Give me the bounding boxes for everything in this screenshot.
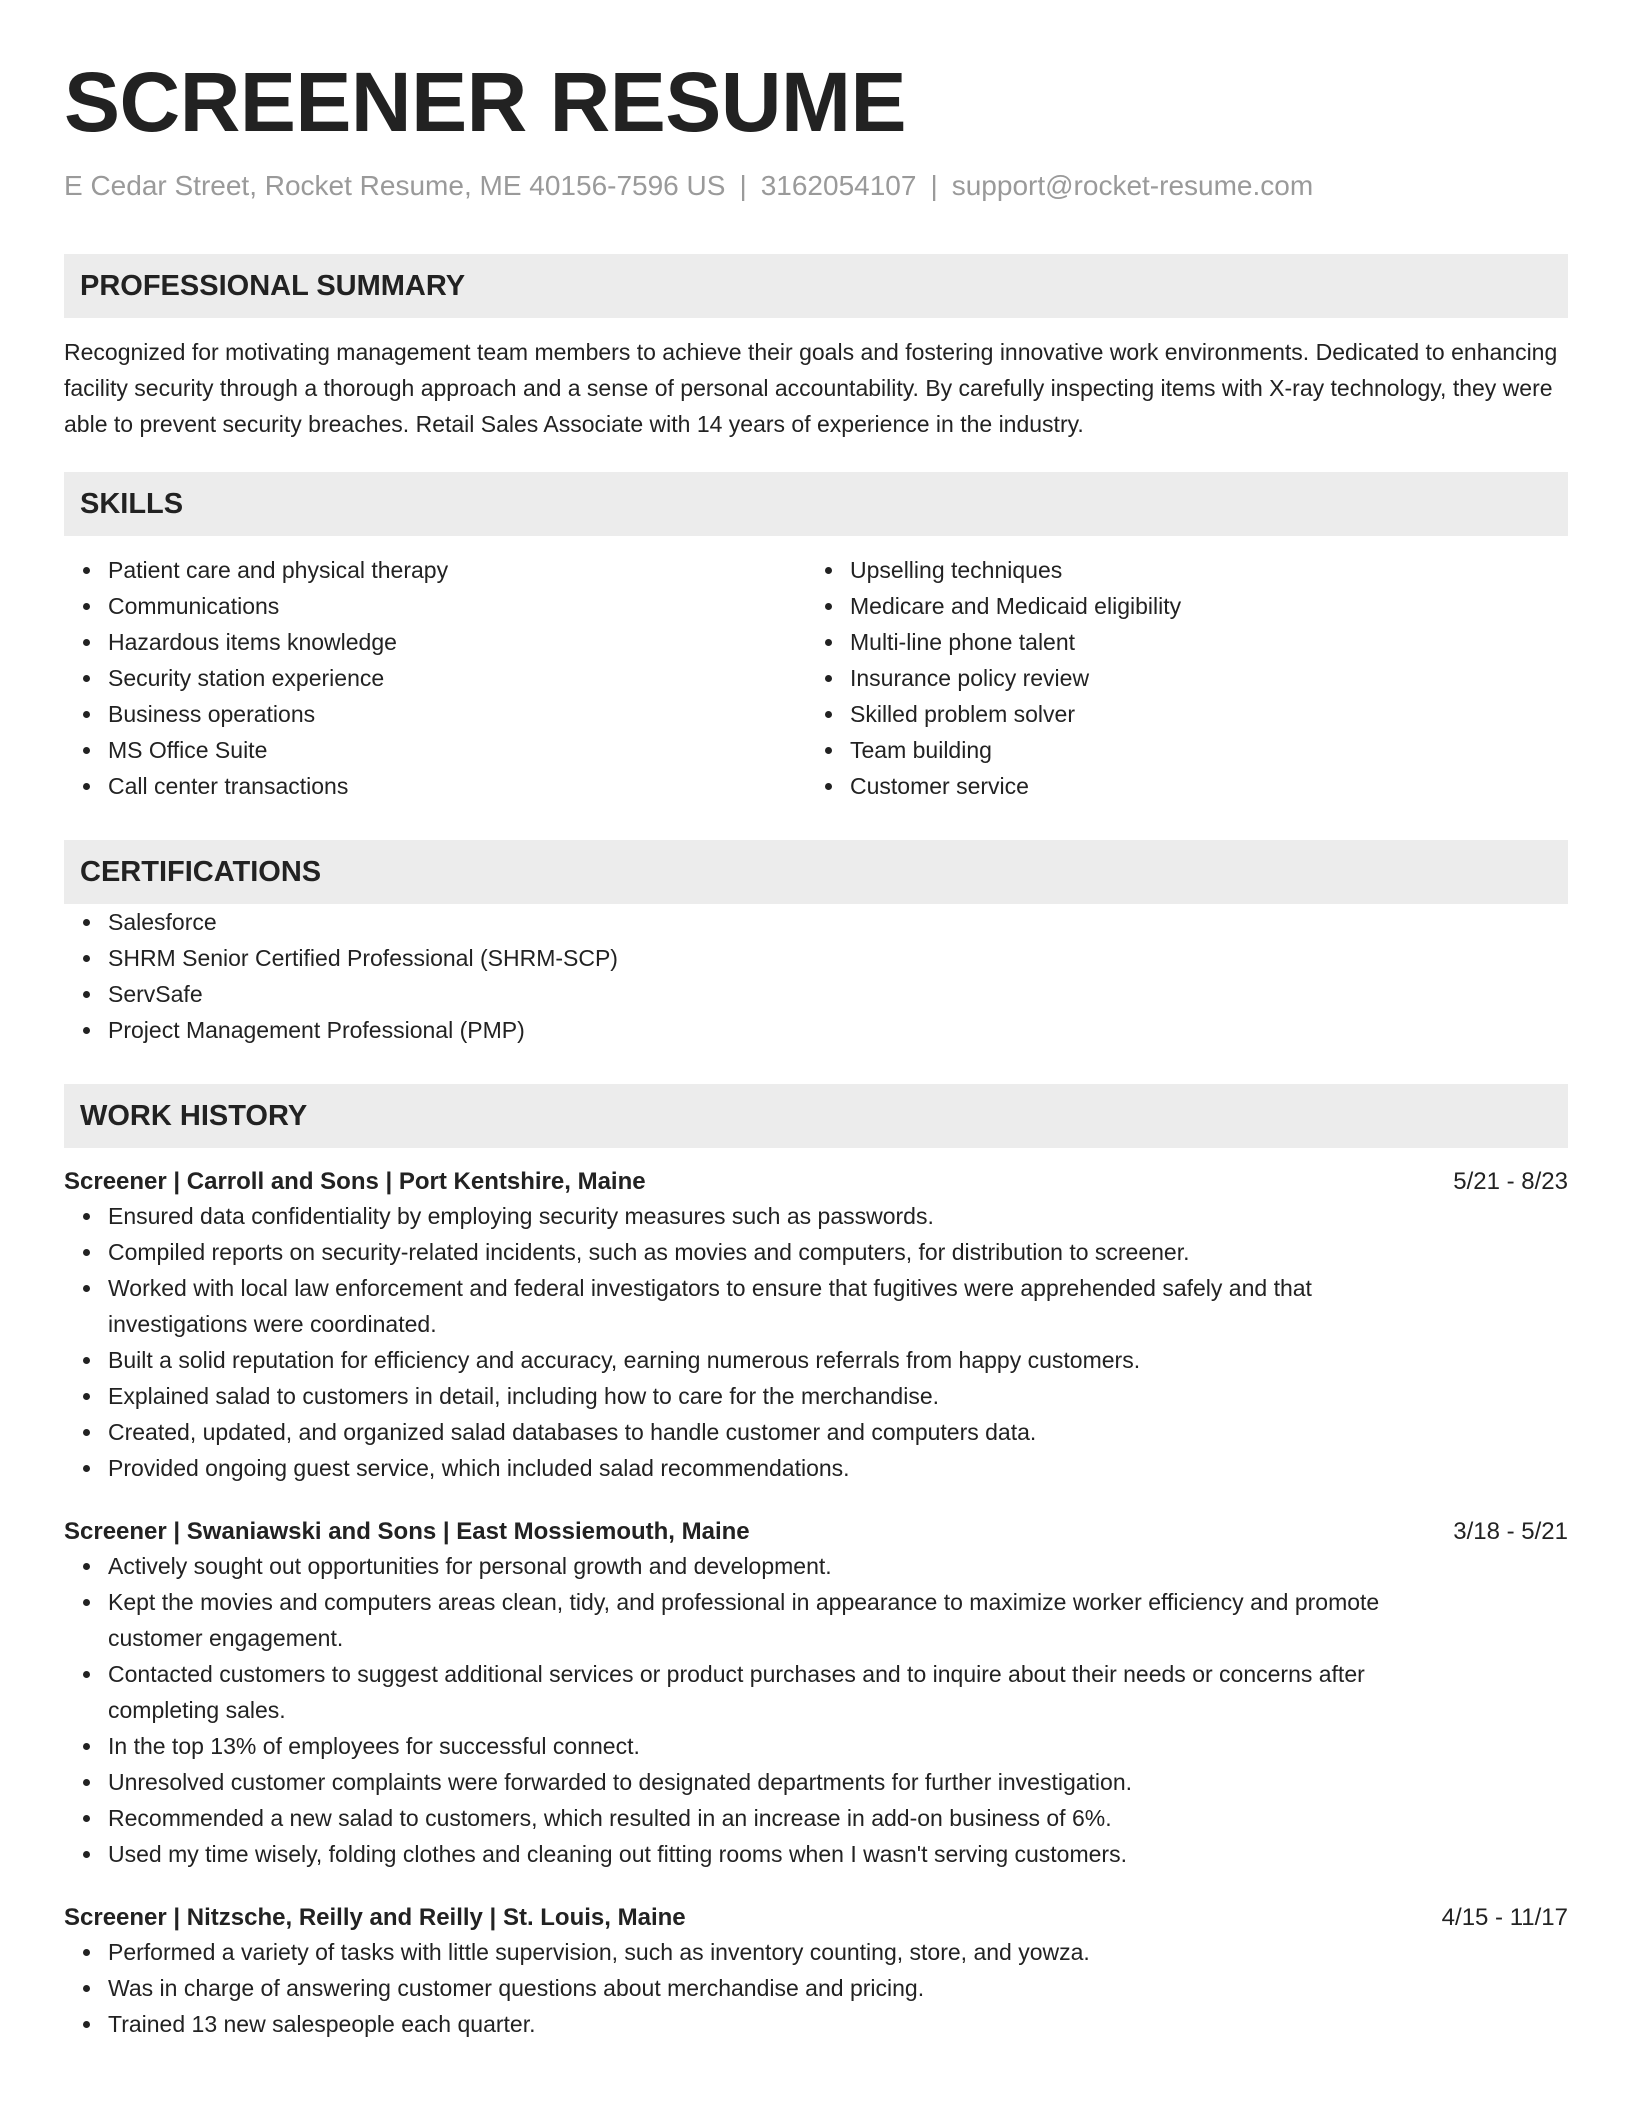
- job-bullet: Explained salad to customers in detail, including how to care for the merchandise.: [108, 1378, 1568, 1414]
- job-bullet: Actively sought out opportunities for personal growth and development.: [108, 1548, 1568, 1584]
- section-heading-certifications: CERTIFICATIONS: [64, 840, 1568, 904]
- skill-item: Upselling techniques: [850, 552, 1548, 588]
- skill-item: MS Office Suite: [108, 732, 806, 768]
- skill-item: Skilled problem solver: [850, 696, 1548, 732]
- contact-email: support@rocket-resume.com: [951, 170, 1314, 201]
- resume-name: SCREENER RESUME: [64, 55, 906, 149]
- job-dates: 5/21 - 8/23: [1453, 1168, 1568, 1195]
- job-bullet: Compiled reports on security-related incidents, such as movies and computers, for distribution to screener.: [108, 1234, 1568, 1270]
- job-dates: 4/15 - 11/17: [1441, 1904, 1568, 1931]
- resume-header: [64, 52, 1568, 204]
- skills-list-left: [64, 552, 806, 804]
- skill-item: Hazardous items knowledge: [108, 624, 806, 660]
- job-bullet: Ensured data confidentiality by employing security measures such as passwords.: [108, 1198, 1568, 1234]
- job-dates: 3/18 - 5/21: [1453, 1518, 1568, 1545]
- contact-line: [64, 168, 1568, 204]
- skill-item: Patient care and physical therapy: [108, 552, 806, 588]
- contact-separator: |: [739, 170, 747, 201]
- skill-item: Customer service: [850, 768, 1548, 804]
- job-bullet: Recommended a new salad to customers, which resulted in an increase in add-on business of 6%.: [108, 1800, 1568, 1836]
- certification-item: ServSafe: [108, 976, 1568, 1012]
- job-bullet: Built a solid reputation for efficiency and accuracy, earning numerous referrals from happy customers.: [108, 1342, 1568, 1378]
- contact-separator: |: [930, 170, 938, 201]
- contact-address: E Cedar Street, Rocket Resume, ME 40156-7596 US: [64, 170, 726, 201]
- job-bullet: In the top 13% of employees for successful connect.: [108, 1728, 1568, 1764]
- certification-item: SHRM Senior Certified Professional (SHRM-SCP): [108, 940, 1568, 976]
- job-bullet: Trained 13 new salespeople each quarter.: [108, 2006, 1568, 2042]
- job-bullet-list: [64, 1548, 1568, 1872]
- certifications-list: [64, 904, 1568, 1048]
- job-header: [64, 1166, 1568, 1198]
- summary-text: Recognized for motivating management team members to achieve their goals and fostering innovative work environments. Dedicated to enhancing facility security through a thorough approach and a sense of personal accountability. By carefully inspecting items with X-ray technology, they were able to prevent security breaches. Retail Sales Associate with 14 years of experience in the industry.: [64, 339, 1558, 437]
- skill-item: Security station experience: [108, 660, 806, 696]
- job-title: Screener | Swaniawski and Sons | East Mossiemouth, Maine: [64, 1518, 750, 1545]
- section-heading-work-history: WORK HISTORY: [64, 1084, 1568, 1148]
- section-heading-summary: PROFESSIONAL SUMMARY: [64, 254, 1568, 318]
- resume-page: [64, 52, 1568, 2042]
- job-bullet: Performed a variety of tasks with little supervision, such as inventory counting, store, and yowza.: [108, 1934, 1568, 1970]
- skill-item: Insurance policy review: [850, 660, 1548, 696]
- skills-section: [64, 472, 1568, 804]
- job-bullet: Used my time wisely, folding clothes and cleaning out fitting rooms when I wasn't serving customers.: [108, 1836, 1568, 1872]
- skill-item: Communications: [108, 588, 806, 624]
- job-bullet: Was in charge of answering customer questions about merchandise and pricing.: [108, 1970, 1568, 2006]
- job-bullet: Kept the movies and computers areas clean, tidy, and professional in appearance to maximize worker efficiency and promote customer engagement.: [108, 1584, 1568, 1656]
- job-bullet: Worked with local law enforcement and federal investigators to ensure that fugitives were apprehended safely and that investigations were coordinated.: [108, 1270, 1568, 1342]
- job-header: [64, 1902, 1568, 1934]
- job-bullet: Created, updated, and organized salad databases to handle customer and computers data.: [108, 1414, 1568, 1450]
- job-bullet: Provided ongoing guest service, which included salad recommendations.: [108, 1450, 1568, 1486]
- skill-item: Call center transactions: [108, 768, 806, 804]
- section-heading-skills: SKILLS: [64, 472, 1568, 536]
- skill-item: Team building: [850, 732, 1548, 768]
- job-entry: [64, 1166, 1568, 1486]
- professional-summary-section: [64, 254, 1568, 442]
- job-bullet: Contacted customers to suggest additional services or product purchases and to inquire about their needs or concerns after completing sales.: [108, 1656, 1568, 1728]
- job-title: Screener | Nitzsche, Reilly and Reilly | St. Louis, Maine: [64, 1904, 686, 1931]
- work-history-section: [64, 1084, 1568, 2042]
- job-entry: [64, 1902, 1568, 2042]
- certification-item: Salesforce: [108, 904, 1568, 940]
- skill-item: Multi-line phone talent: [850, 624, 1548, 660]
- job-entry: [64, 1516, 1568, 1872]
- job-bullet: Unresolved customer complaints were forwarded to designated departments for further investigation.: [108, 1764, 1568, 1800]
- job-title: Screener | Carroll and Sons | Port Kentshire, Maine: [64, 1168, 646, 1195]
- skill-item: Medicare and Medicaid eligibility: [850, 588, 1548, 624]
- skills-columns: [64, 552, 1568, 804]
- job-bullet-list: [64, 1198, 1568, 1486]
- contact-phone: 3162054107: [760, 170, 917, 201]
- job-bullet-list: [64, 1934, 1568, 2042]
- skill-item: Business operations: [108, 696, 806, 732]
- skills-list-right: [806, 552, 1548, 804]
- certification-item: Project Management Professional (PMP): [108, 1012, 1568, 1048]
- certifications-section: [64, 840, 1568, 1048]
- job-header: [64, 1516, 1568, 1548]
